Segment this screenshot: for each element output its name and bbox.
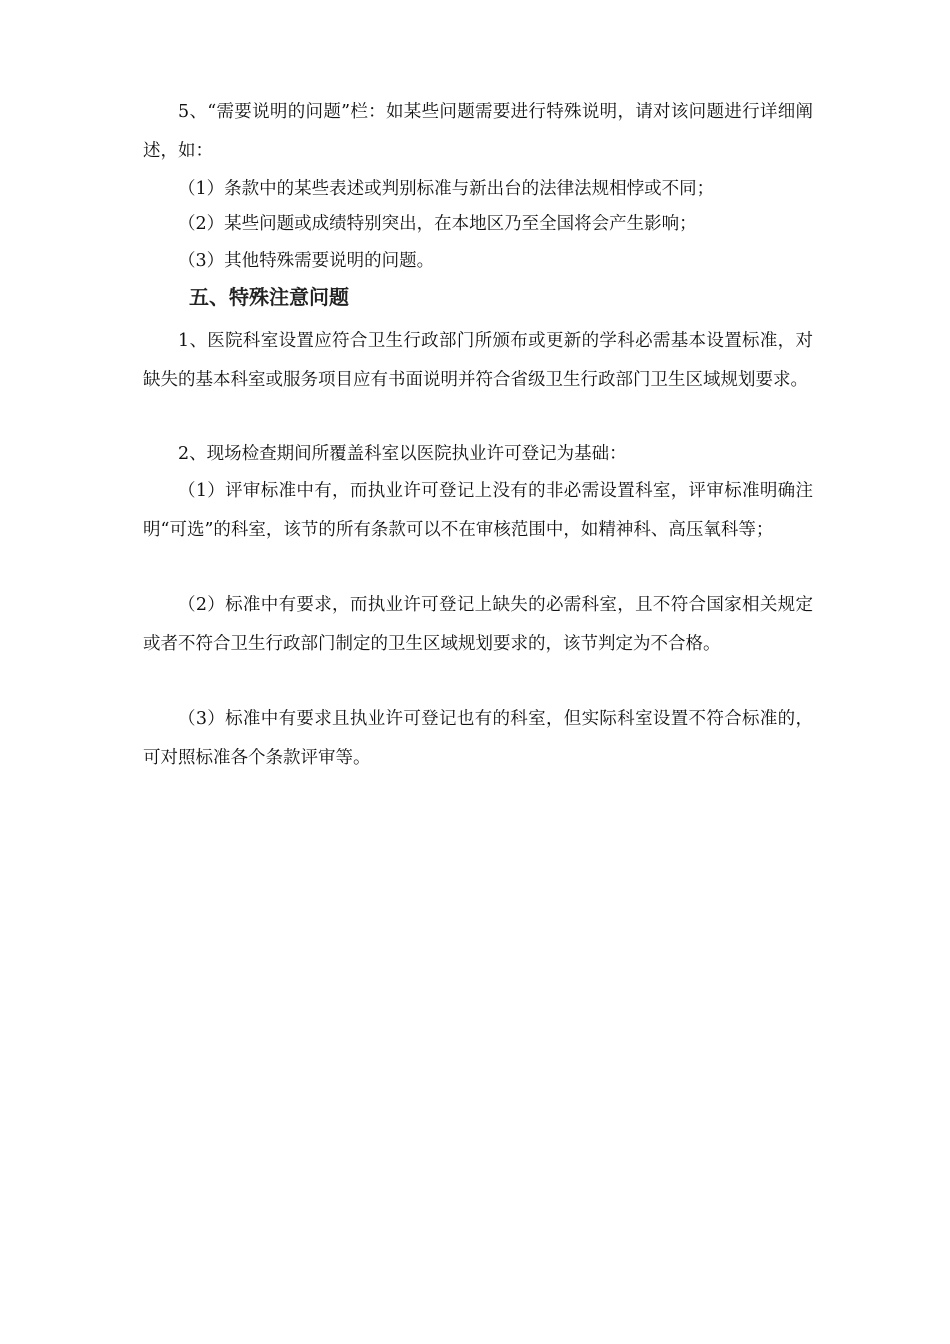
paragraph-section-2-1: （1）评审标准中有，而执业许可登记上没有的非必需设置科室，评审标准明确注明“可选”的科室，该节的所有条款可以不在审核范围中，如精神科、高压氧科等； [143,481,813,540]
paragraph-item-5-3: （3）其他特殊需要说明的问题。 [178,251,435,271]
paragraph-section-2-3: （3）标准中有要求且执业许可登记也有的科室，但实际科室设置不符合标准的，可对照标准各个条款评审等。 [143,709,813,768]
paragraph-section-2-2: （2）标准中有要求，而执业许可登记上缺失的必需科室，且不符合国家相关规定或者不符合卫生行政部门制定的卫生区域规划要求的，该节判定为不合格。 [143,595,813,654]
section-heading-5: 五、特殊注意问题 [189,285,349,309]
paragraph-item-5-2: （2）某些问题或成绩特别突出，在本地区乃至全国将会产生影响； [178,214,697,234]
paragraph-item-5-1: （1）条款中的某些表述或判别标准与新出台的法律法规相悖或不同； [178,179,715,199]
paragraph-section-1: 1、医院科室设置应符合卫生行政部门所颁布或更新的学科必需基本设置标准，对缺失的基本科室或服务项目应有书面说明并符合省级卫生行政部门卫生区域规划要求。 [143,331,813,390]
paragraph-section-2: 2、现场检查期间所覆盖科室以医院执业许可登记为基础： [178,444,627,464]
paragraph-item-5: 5、“需要说明的问题”栏：如某些问题需要进行特殊说明，请对该问题进行详细阐述，如： [143,102,813,161]
